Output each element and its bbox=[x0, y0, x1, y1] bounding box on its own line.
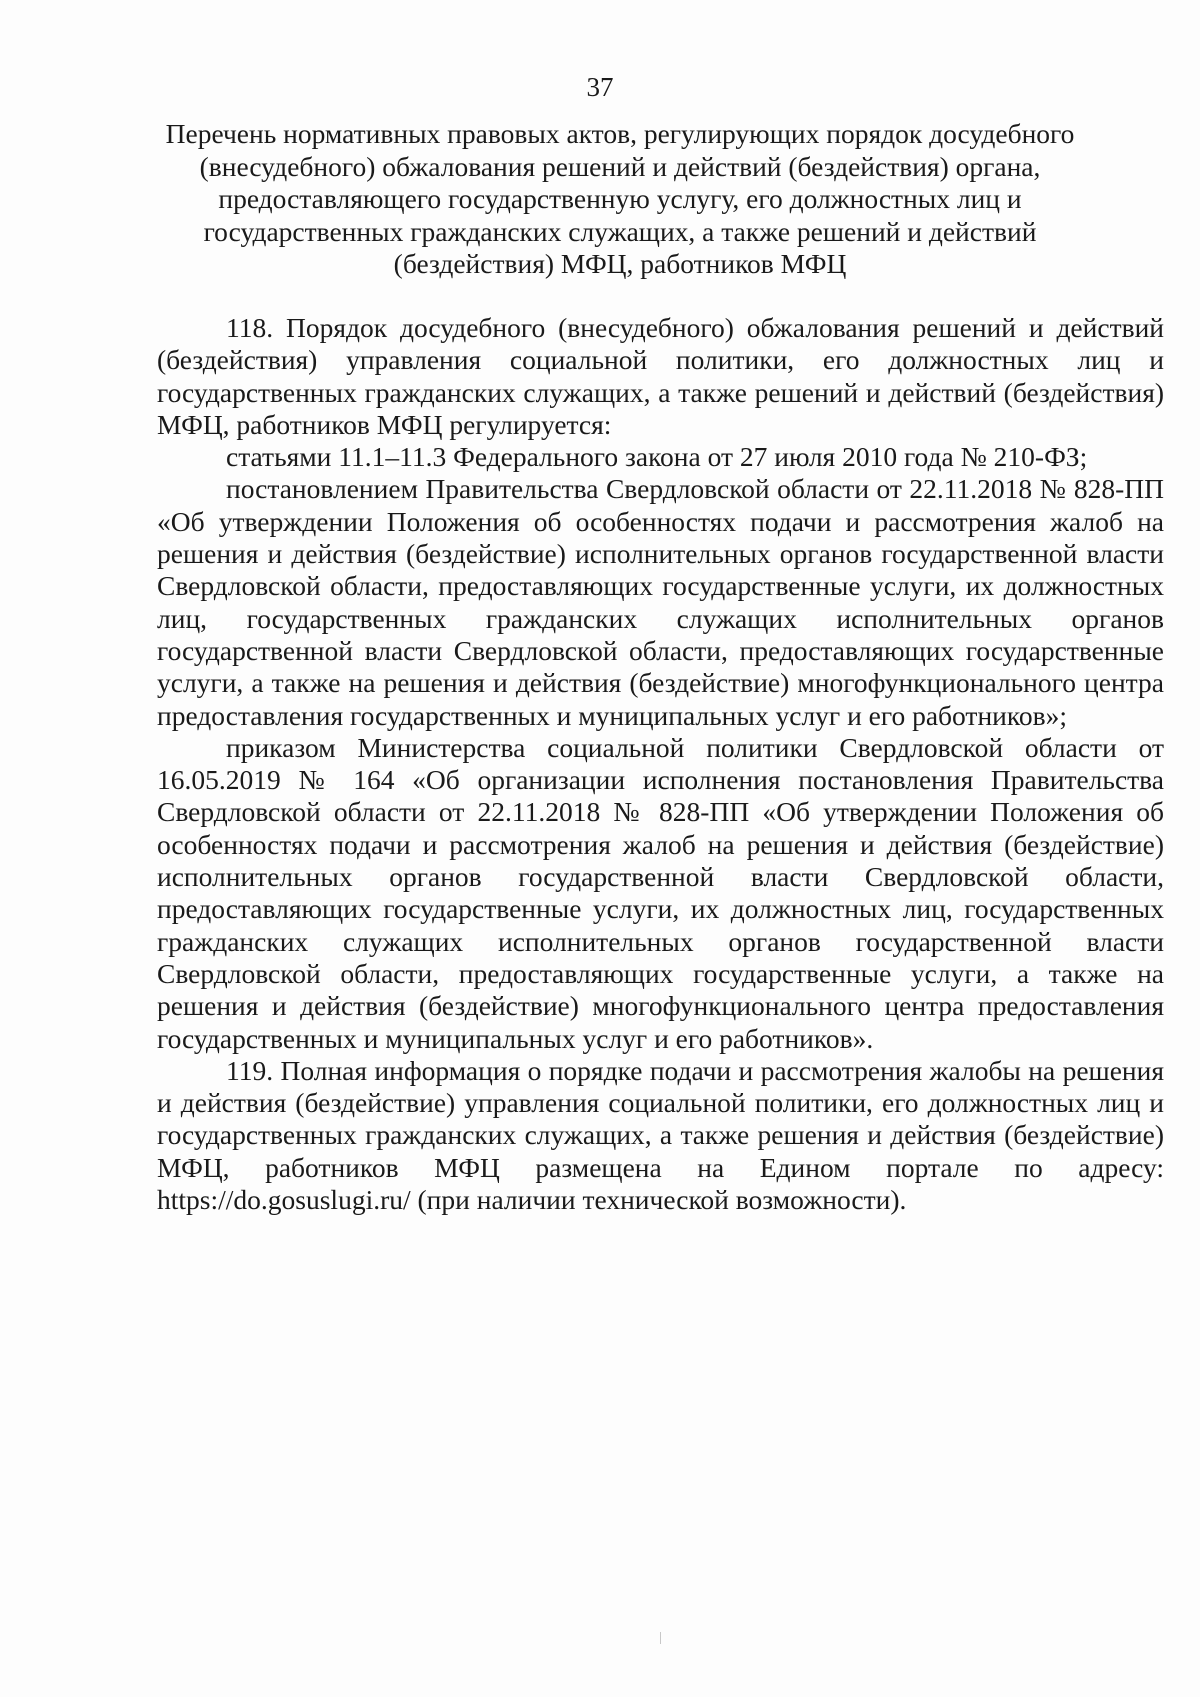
paragraph-118: 118. Порядок досудебного (внесудебного) обжалования решений и действий (бездействия) управления социальной политики, его должностных лиц и государственных гражданских служащих, а также решений и действий (бездействия) МФЦ, работников МФЦ регулируется: bbox=[157, 312, 1164, 440]
scan-artifact bbox=[660, 1632, 661, 1644]
document-body bbox=[157, 312, 1164, 1216]
paragraph-119: 119. Полная информация о порядке подачи и рассмотрения жалобы на решения и действия (бездействие) управления социальной политики, его должностных лиц и государственных гражданских служащих, а также решения и действия (бездействие) МФЦ, работников МФЦ размещена на Едином портале по адресу: https://do.gosuslugi.ru/ (при наличии технической возможности). bbox=[157, 1054, 1164, 1216]
paragraph-ministry-order: приказом Министерства социальной политики Свердловской области от 16.05.2019 № 164 «Об организации исполнения постановления Правительства Свердловской области от 22.11.2018 № 828-ПП «Об утверждении Положения об особенностях подачи и рассмотрения жалоб на решения и действия (бездействие) исполнительных органов государственной власти Свердловской области, предоставляющих государственные услуги, их должностных лиц, государственных гражданских служащих исполнительных органов государственной власти Свердловской области, предоставляющих государственные услуги, а также на решения и действия (бездействие) многофункционального центра предоставления государственных и муниципальных услуг и его работников». bbox=[157, 731, 1164, 1054]
section-heading: Перечень нормативных правовых актов, регулирующих порядок досудебного (внесудебного) обжалования решений и действий (бездействия) органа, предоставляющего государственную услугу, его должностных лиц и государственных гражданских служащих, а также решений и действий (бездействия) МФЦ, работников МФЦ bbox=[165, 118, 1075, 280]
paragraph-federal-law: статьями 11.1–11.3 Федерального закона от 27 июля 2010 года № 210-ФЗ; bbox=[226, 441, 1088, 473]
paragraph-government-resolution: постановлением Правительства Свердловской области от 22.11.2018 № 828-ПП «Об утверждении Положения об особенностях подачи и рассмотрения жалоб на решения и действия (бездействие) исполнительных органов государственной власти Свердловской области, предоставляющих государственные услуги, их должностных лиц, государственных гражданских служащих исполнительных органов государственной власти Свердловской области, предоставляющих государственные услуги, а также на решения и действия (бездействие) многофункционального центра предоставления государственных и муниципальных услуг и его работников»; bbox=[157, 473, 1164, 731]
page-number: 37 bbox=[586, 72, 614, 102]
